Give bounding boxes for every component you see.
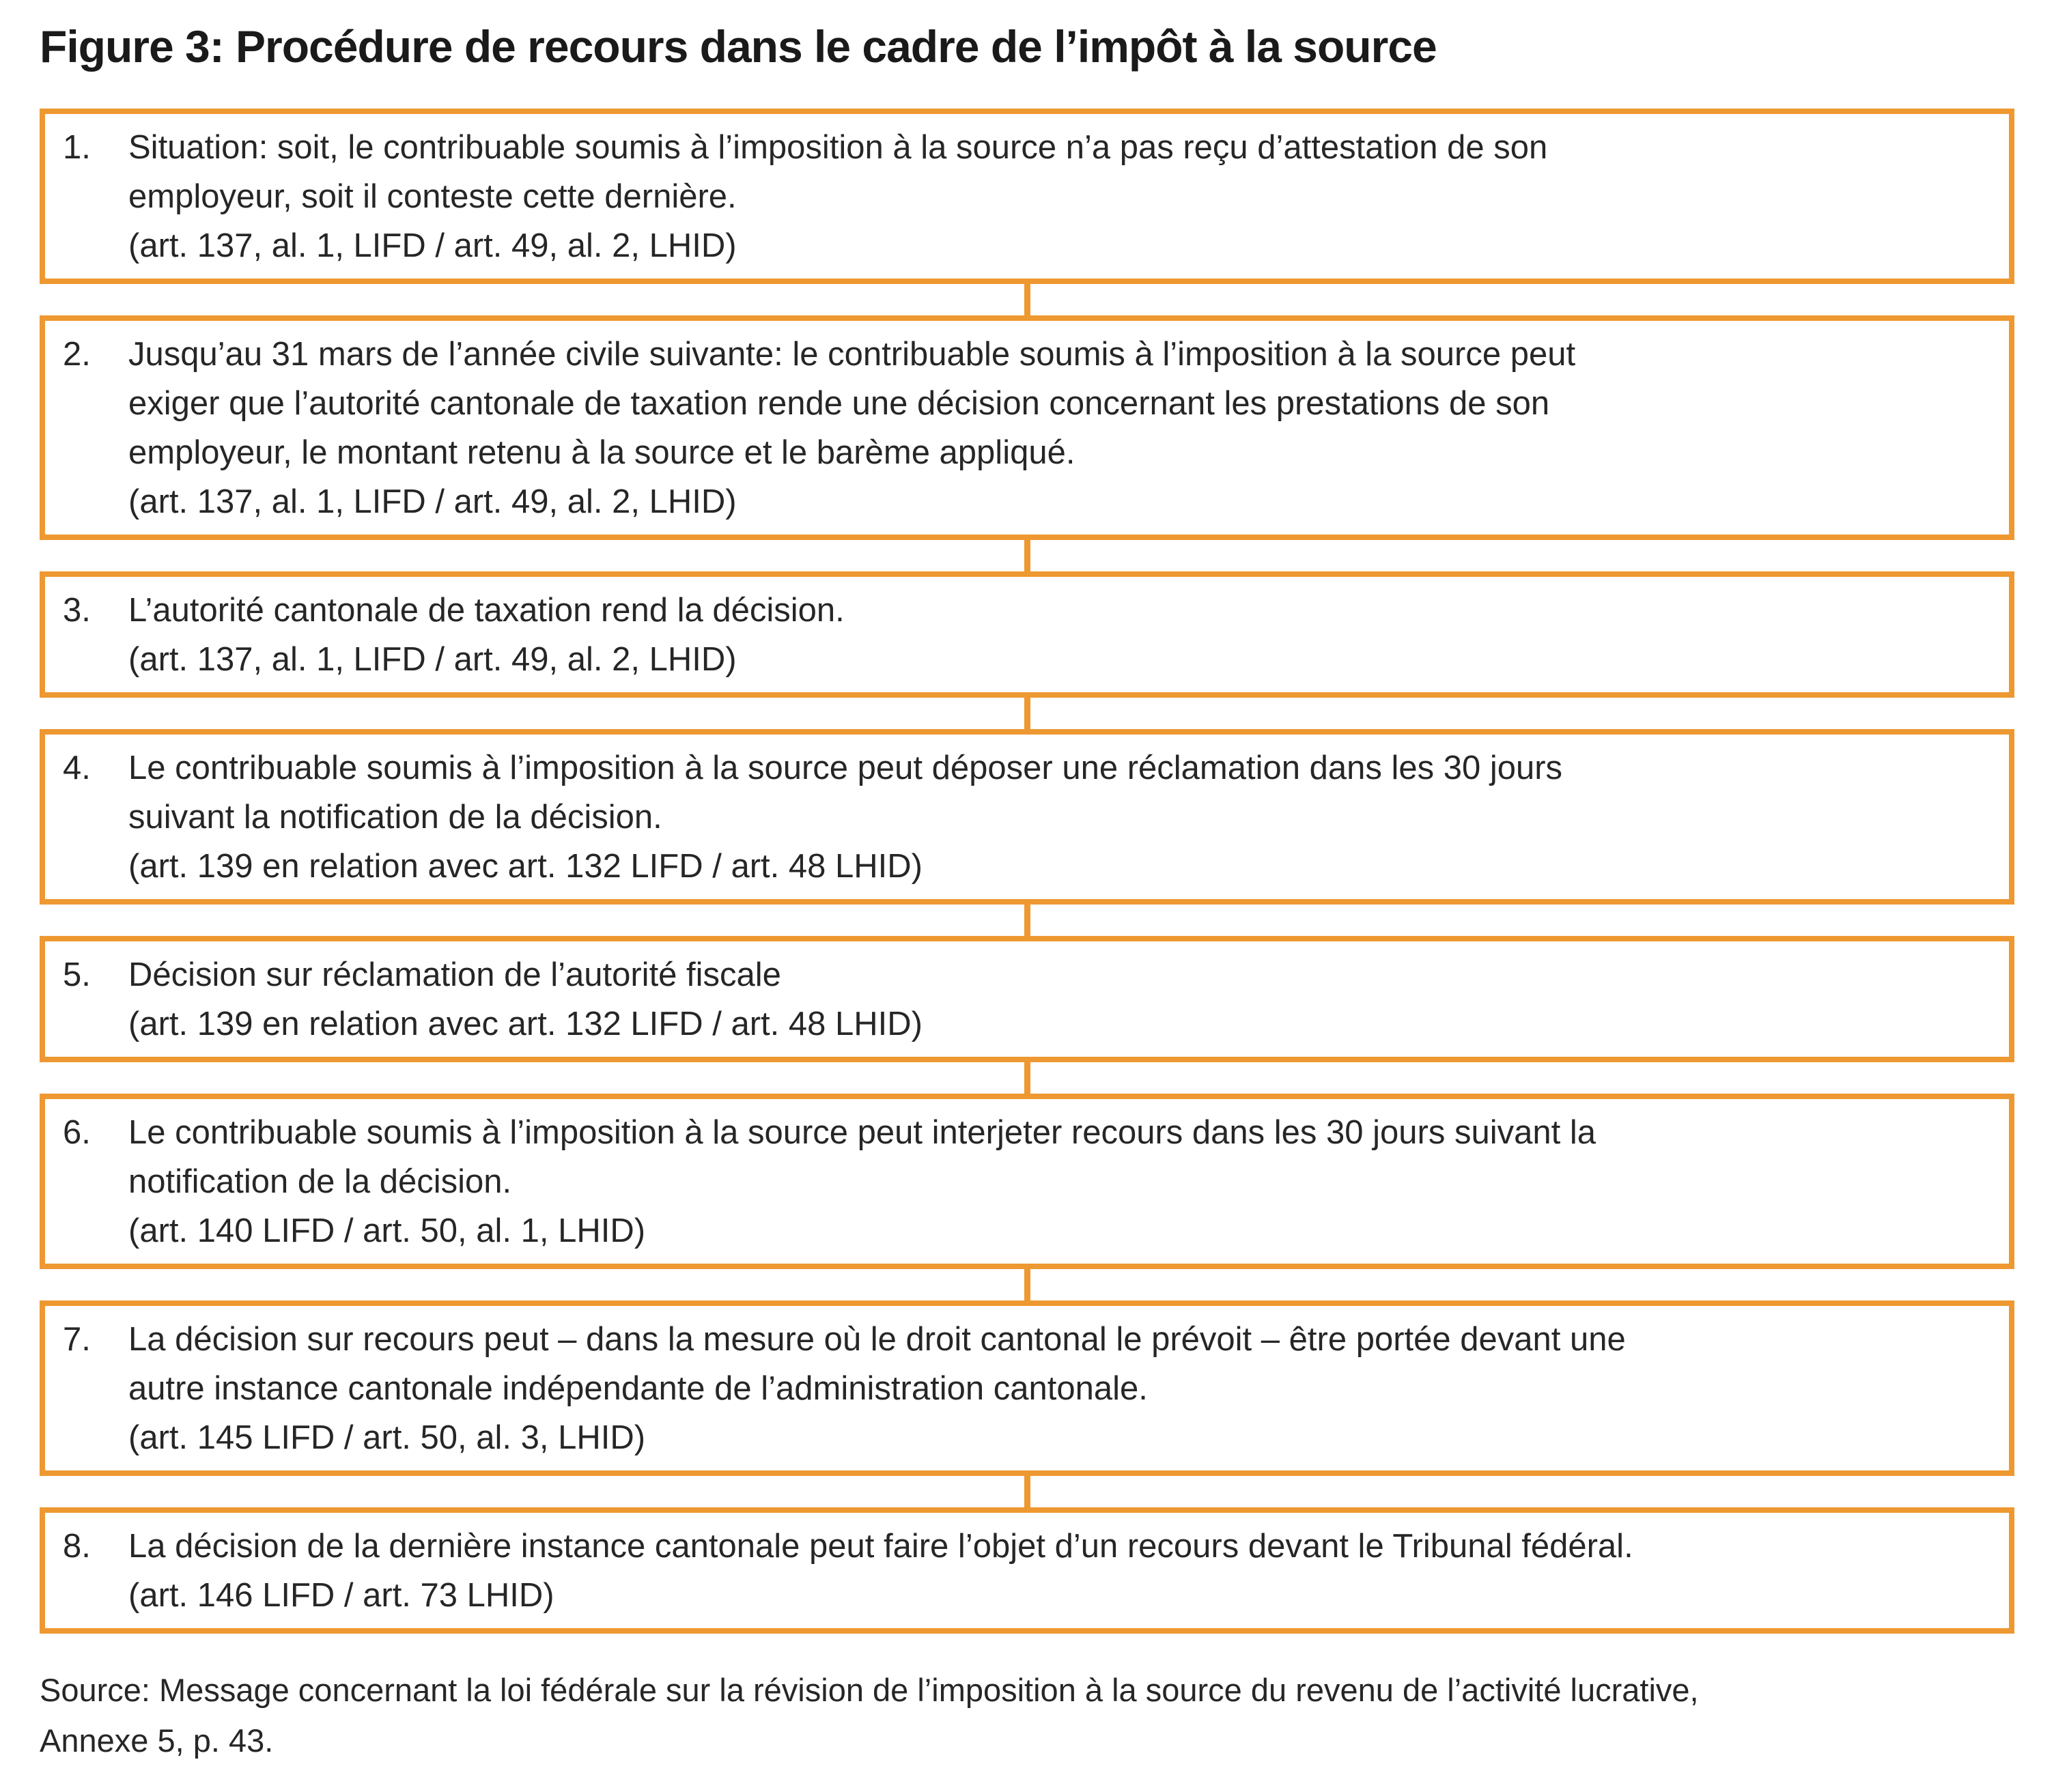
step-number: 8. xyxy=(63,1528,91,1565)
step-text-line: employeur, soit il conteste cette dernière. xyxy=(128,178,737,216)
step-citation: (art. 137, al. 1, LIFD / art. 49, al. 2, LHID) xyxy=(128,641,737,679)
step-content xyxy=(128,586,1995,684)
step-text-line: suivant la notification de la décision. xyxy=(128,799,662,836)
step-content xyxy=(128,1522,1995,1620)
source-note-line: Annexe 5, p. 43. xyxy=(40,1722,274,1759)
step-content xyxy=(128,1108,1995,1255)
step-content xyxy=(128,950,1995,1049)
step-citation: (art. 145 LIFD / art. 50, al. 3, LHID) xyxy=(128,1419,646,1457)
step-citation: (art. 140 LIFD / art. 50, al. 1, LHID) xyxy=(128,1212,646,1250)
step-text-line: Décision sur réclamation de l’autorité fiscale xyxy=(128,956,781,994)
step-content xyxy=(128,123,1995,270)
connector-line xyxy=(1024,1476,1030,1507)
connector-line xyxy=(1024,905,1030,936)
figure-title: Figure 3: Procédure de recours dans le cadre de l’impôt à la source xyxy=(40,21,1437,72)
step-number: 4. xyxy=(63,750,91,787)
step-citation: (art. 139 en relation avec art. 132 LIFD / art. 48 LHID) xyxy=(128,1006,923,1043)
step-text-line: employeur, le montant retenu à la source et le barème appliqué. xyxy=(128,434,1075,472)
step-text-line: La décision de la dernière instance cantonale peut faire l’objet d’un recours devant le Tribunal fédéral. xyxy=(128,1528,1633,1565)
step-text-line: autre instance cantonale indépendante de l’administration cantonale. xyxy=(128,1370,1148,1408)
procedure-step-box xyxy=(40,1300,2014,1476)
step-citation: (art. 137, al. 1, LIFD / art. 49, al. 2, LHID) xyxy=(128,227,737,265)
procedure-step-box xyxy=(40,1507,2014,1634)
step-number: 5. xyxy=(63,956,91,994)
step-number: 3. xyxy=(63,592,91,629)
procedure-step-box xyxy=(40,109,2014,284)
step-number: 2. xyxy=(63,336,91,373)
connector-line xyxy=(1024,1269,1030,1300)
step-citation: (art. 146 LIFD / art. 73 LHID) xyxy=(128,1577,554,1615)
step-citation: (art. 139 en relation avec art. 132 LIFD / art. 48 LHID) xyxy=(128,848,923,885)
step-text-line: Jusqu’au 31 mars de l’année civile suivante: le contribuable soumis à l’imposition à la source peut xyxy=(128,336,1576,373)
connector-line xyxy=(1024,698,1030,729)
source-note-line: Source: Message concernant la loi fédérale sur la révision de l’imposition à la source du revenu de l’activité lucrative, xyxy=(40,1672,1699,1709)
step-text-line: La décision sur recours peut – dans la mesure où le droit cantonal le prévoit – être portée devant une xyxy=(128,1321,1626,1359)
connector-line xyxy=(1024,1062,1030,1094)
step-citation: (art. 137, al. 1, LIFD / art. 49, al. 2, LHID) xyxy=(128,483,737,521)
step-number: 6. xyxy=(63,1114,91,1152)
step-text-line: Situation: soit, le contribuable soumis à l’imposition à la source n’a pas reçu d’attestation de son xyxy=(128,129,1548,167)
procedure-step-box xyxy=(40,571,2014,698)
step-text-line: notification de la décision. xyxy=(128,1163,512,1201)
step-text-line: exiger que l’autorité cantonale de taxation rende une décision concernant les prestations de son xyxy=(128,385,1550,423)
step-number: 7. xyxy=(63,1321,91,1359)
step-text-line: L’autorité cantonale de taxation rend la décision. xyxy=(128,592,845,629)
connector-line xyxy=(1024,284,1030,315)
step-content xyxy=(128,743,1995,891)
procedure-flowchart xyxy=(40,109,2014,1634)
procedure-step-box xyxy=(40,315,2014,540)
step-text-line: Le contribuable soumis à l’imposition à la source peut interjeter recours dans les 30 jours suivant la xyxy=(128,1114,1596,1152)
connector-line xyxy=(1024,540,1030,571)
source-note xyxy=(40,1665,2014,1766)
step-text-line: Le contribuable soumis à l’imposition à la source peut déposer une réclamation dans les 30 jours xyxy=(128,750,1563,787)
step-content xyxy=(128,330,1995,526)
procedure-step-box xyxy=(40,1094,2014,1269)
step-content xyxy=(128,1315,1995,1462)
step-number: 1. xyxy=(63,129,91,167)
procedure-step-box xyxy=(40,936,2014,1062)
procedure-step-box xyxy=(40,729,2014,905)
